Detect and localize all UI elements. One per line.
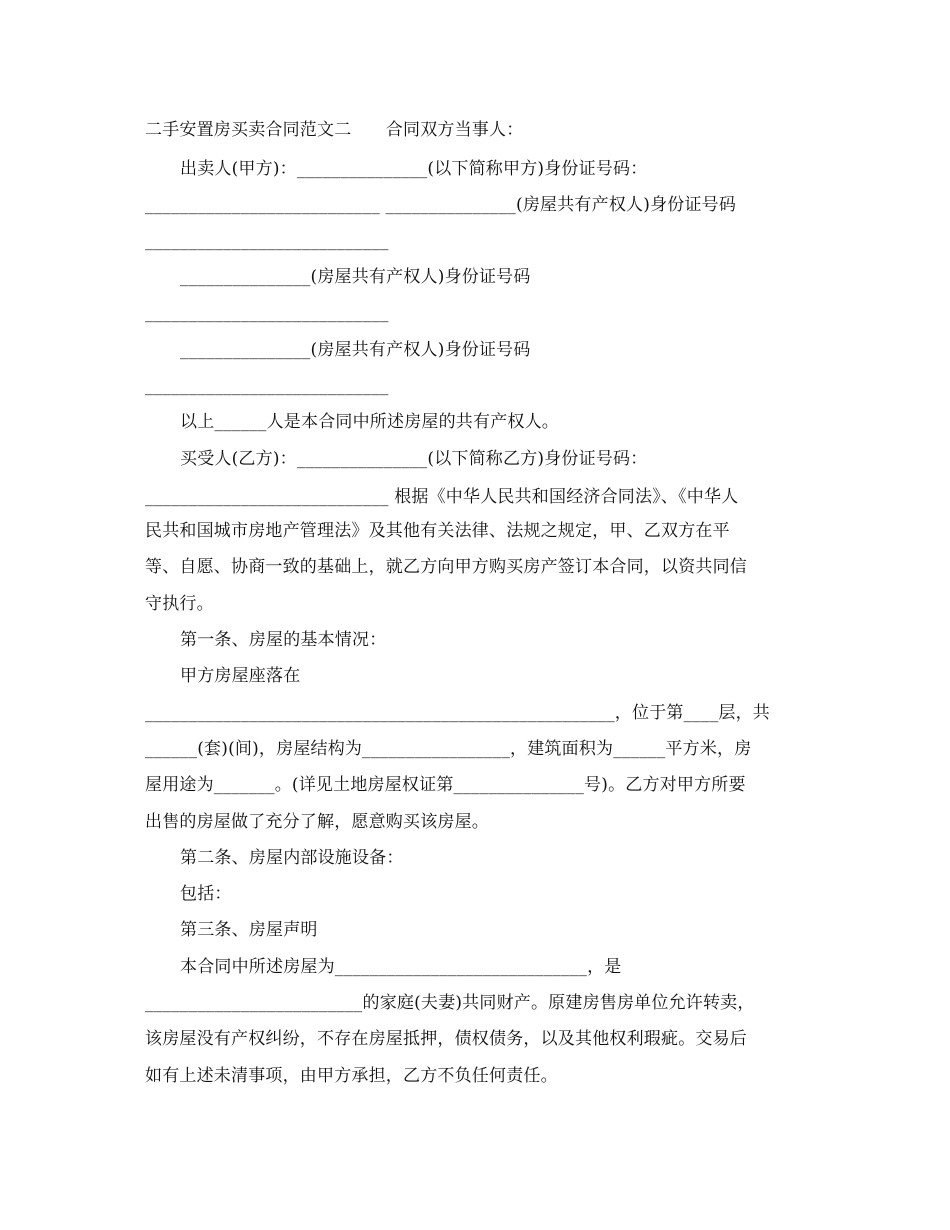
blank-line: ____________________________ [145, 376, 389, 396]
seller-line: 出卖人(甲方)：_______________(以下简称甲方)身份证号码： [180, 159, 648, 179]
article-3-line-3: 该房屋没有产权纠纷，不存在房屋抵押，债权债务，以及其他权利瑕疵。交易后 [145, 1029, 747, 1049]
article-1-line-3: ______(套)(间)，房屋结构为_________________，建筑面积为______平方米，房 [145, 739, 752, 759]
document-title-line: 二手安置房买卖合同范文二 合同双方当事人： [145, 120, 524, 140]
article-1-line-1: 甲方房屋座落在 [180, 666, 301, 686]
preamble-line-3: 等、自愿、协商一致的基础上，就乙方向甲方购买房产签订本合同，以资共同信 [145, 557, 747, 577]
co-owners-count-line: 以上______人是本合同中所述房屋的共有产权人。 [180, 412, 559, 432]
blank-line: ____________________________ [145, 231, 389, 251]
article-3-line-2: _________________________的家庭(夫妻)共同财产。原建房售房单位允许转卖， [145, 993, 755, 1013]
buyer-line: 买受人(乙方)：_______________(以下简称乙方)身份证号码： [180, 449, 648, 469]
article-3-line-1: 本合同中所述房屋为_____________________________，是 [180, 957, 622, 977]
article-3-line-4: 如有上述未清事项，由甲方承担，乙方不负任何责任。 [145, 1066, 558, 1086]
article-2-heading: 第二条、房屋内部设施设备： [180, 848, 404, 868]
article-1-heading: 第一条、房屋的基本情况： [180, 630, 387, 650]
co-owner-line-1: ___________________________ _______________(房屋共有产权人)身份证号码 [145, 195, 737, 215]
co-owner-line-2: _______________(房屋共有产权人)身份证号码 [180, 267, 531, 287]
article-3-heading: 第三条、房屋声明 [180, 920, 318, 940]
article-2-line-1: 包括： [180, 884, 232, 904]
preamble-line-1: ____________________________ 根据《中华人民共和国经济合同法》、《中华人 [145, 487, 739, 507]
preamble-line-4: 守执行。 [145, 594, 214, 614]
blank-line: ____________________________ [145, 303, 389, 323]
article-1-line-2: ______________________________________________________，位于第____层，共 [145, 703, 770, 723]
co-owner-line-3: _______________(房屋共有产权人)身份证号码 [180, 340, 531, 360]
preamble-line-2: 民共和国城市房地产管理法》及其他有关法律、法规之规定，甲、乙双方在平 [145, 521, 730, 541]
article-1-line-5: 出售的房屋做了充分了解，愿意购买该房屋。 [145, 812, 489, 832]
article-1-line-4: 屋用途为_______。(详见土地房屋权证第_______________号)。乙方对甲方所要 [145, 775, 746, 795]
